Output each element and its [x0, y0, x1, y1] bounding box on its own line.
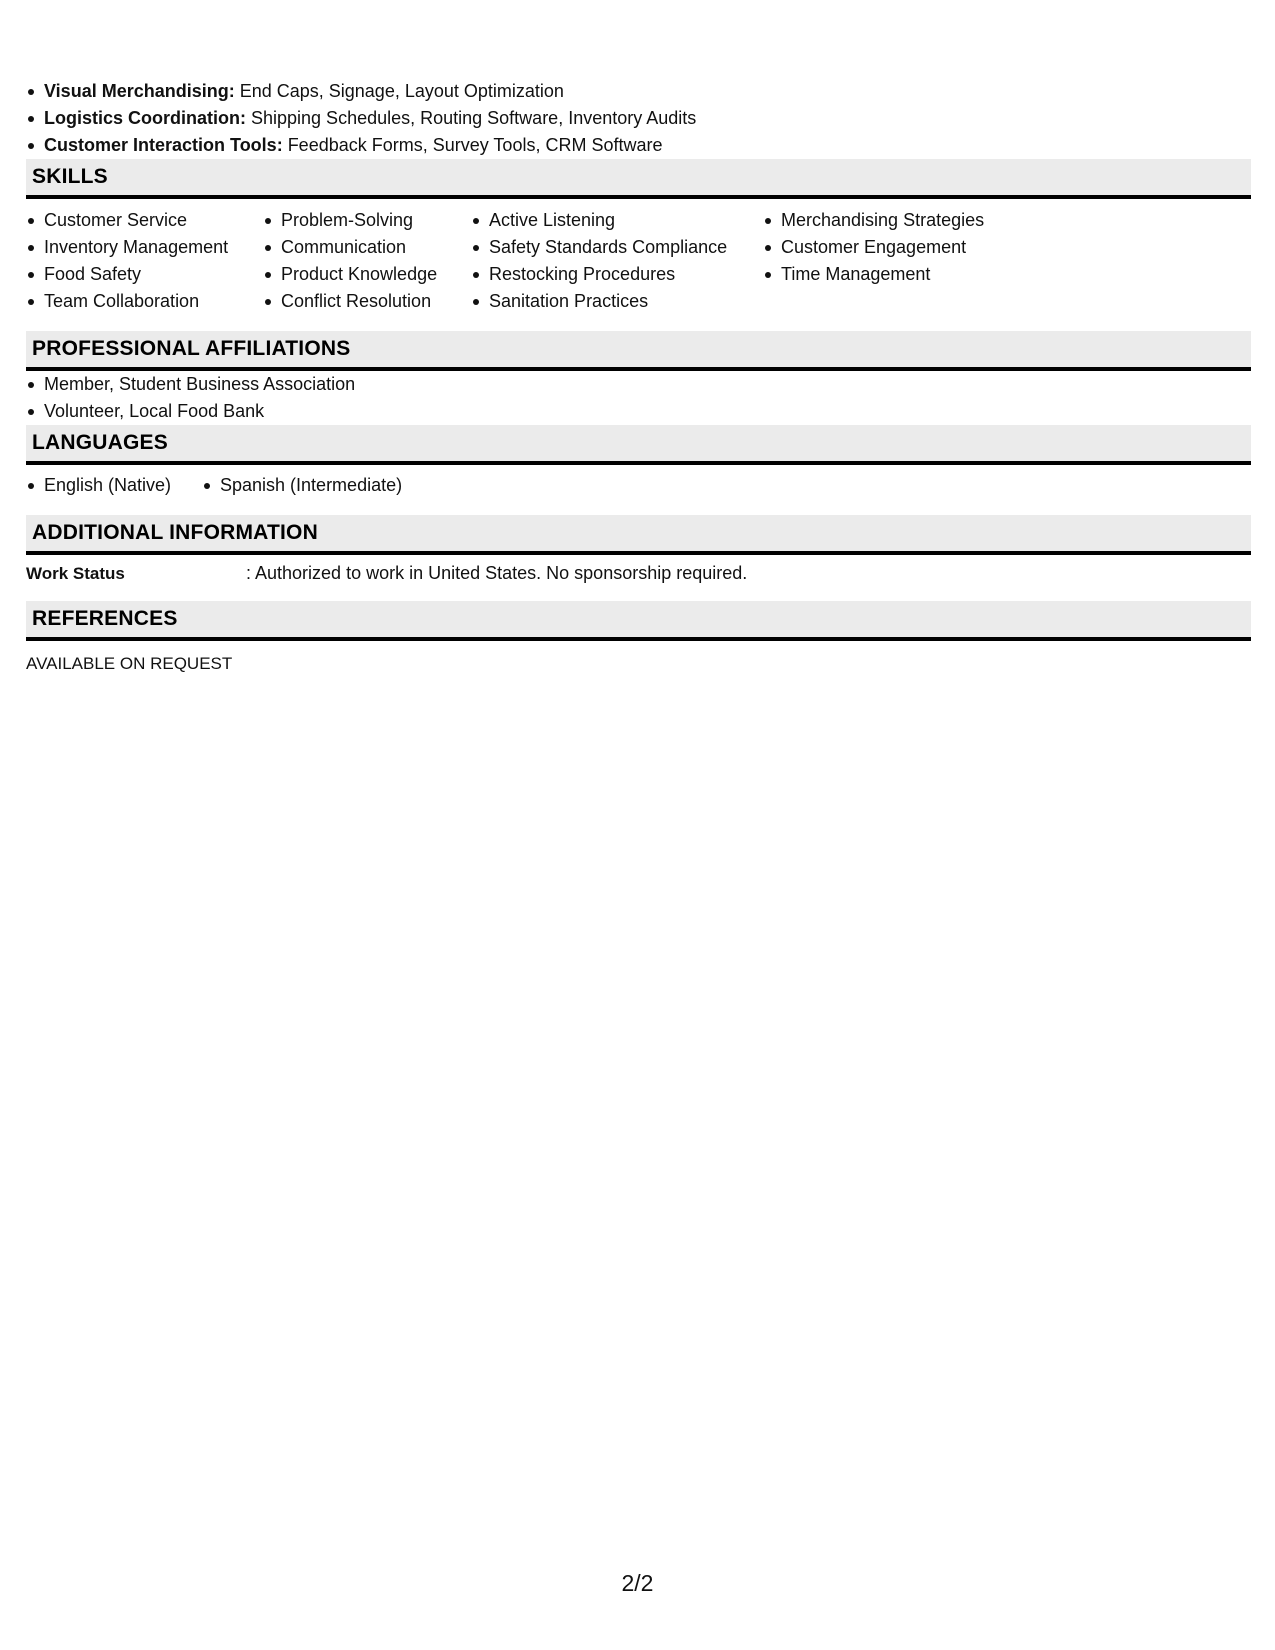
skill-category-label: Customer Interaction Tools: — [44, 135, 283, 155]
list-item: Food Safety — [44, 261, 263, 288]
affiliations-list — [26, 371, 1251, 425]
skills-column — [763, 207, 1041, 315]
skill-category-label: Visual Merchandising: — [44, 81, 235, 101]
skills-column — [263, 207, 471, 315]
work-status-row — [26, 560, 1251, 587]
additional-info-section-header: ADDITIONAL INFORMATION — [26, 515, 1251, 555]
list-item: Product Knowledge — [281, 261, 471, 288]
list-item: Customer Engagement — [781, 234, 1041, 261]
languages-column — [26, 472, 202, 499]
resume-page — [26, 78, 1251, 677]
work-status-label: Work Status — [26, 564, 125, 583]
list-item — [44, 132, 1251, 159]
technical-skills-list — [26, 78, 1251, 159]
list-item: Communication — [281, 234, 471, 261]
list-item: Team Collaboration — [44, 288, 263, 315]
skills-column — [471, 207, 763, 315]
languages-column — [202, 472, 520, 499]
languages-section-header: LANGUAGES — [26, 425, 1251, 465]
list-item: Restocking Procedures — [489, 261, 763, 288]
skills-column — [26, 207, 263, 315]
list-item: Merchandising Strategies — [781, 207, 1041, 234]
list-item: Volunteer, Local Food Bank — [44, 398, 1251, 425]
references-section-header: REFERENCES — [26, 601, 1251, 641]
list-item: Sanitation Practices — [489, 288, 763, 315]
list-item: Inventory Management — [44, 234, 263, 261]
skill-category-value: End Caps, Signage, Layout Optimization — [234, 81, 564, 101]
list-item: Spanish (Intermediate) — [220, 472, 520, 499]
skill-category-value: Shipping Schedules, Routing Software, Inventory Audits — [246, 108, 697, 128]
references-text: AVAILABLE ON REQUEST — [26, 654, 233, 673]
list-item — [44, 105, 1251, 132]
list-item: Safety Standards Compliance — [489, 234, 763, 261]
list-item: Member, Student Business Association — [44, 371, 1251, 398]
list-item: English (Native) — [44, 472, 202, 499]
skills-grid — [26, 207, 1251, 315]
skill-category-value: Feedback Forms, Survey Tools, CRM Software — [282, 135, 663, 155]
list-item: Time Management — [781, 261, 1041, 288]
list-item: Conflict Resolution — [281, 288, 471, 315]
skills-section-header: SKILLS — [26, 159, 1251, 199]
skill-category-label: Logistics Coordination: — [44, 108, 246, 128]
list-item: Customer Service — [44, 207, 263, 234]
work-status-value: : Authorized to work in United States. No sponsorship required. — [246, 563, 748, 583]
page-number: 2/2 — [621, 1570, 654, 1596]
list-item — [44, 78, 1251, 105]
list-item: Active Listening — [489, 207, 763, 234]
languages-list — [26, 472, 1251, 499]
list-item: Problem-Solving — [281, 207, 471, 234]
affiliations-section-header: PROFESSIONAL AFFILIATIONS — [26, 331, 1251, 371]
